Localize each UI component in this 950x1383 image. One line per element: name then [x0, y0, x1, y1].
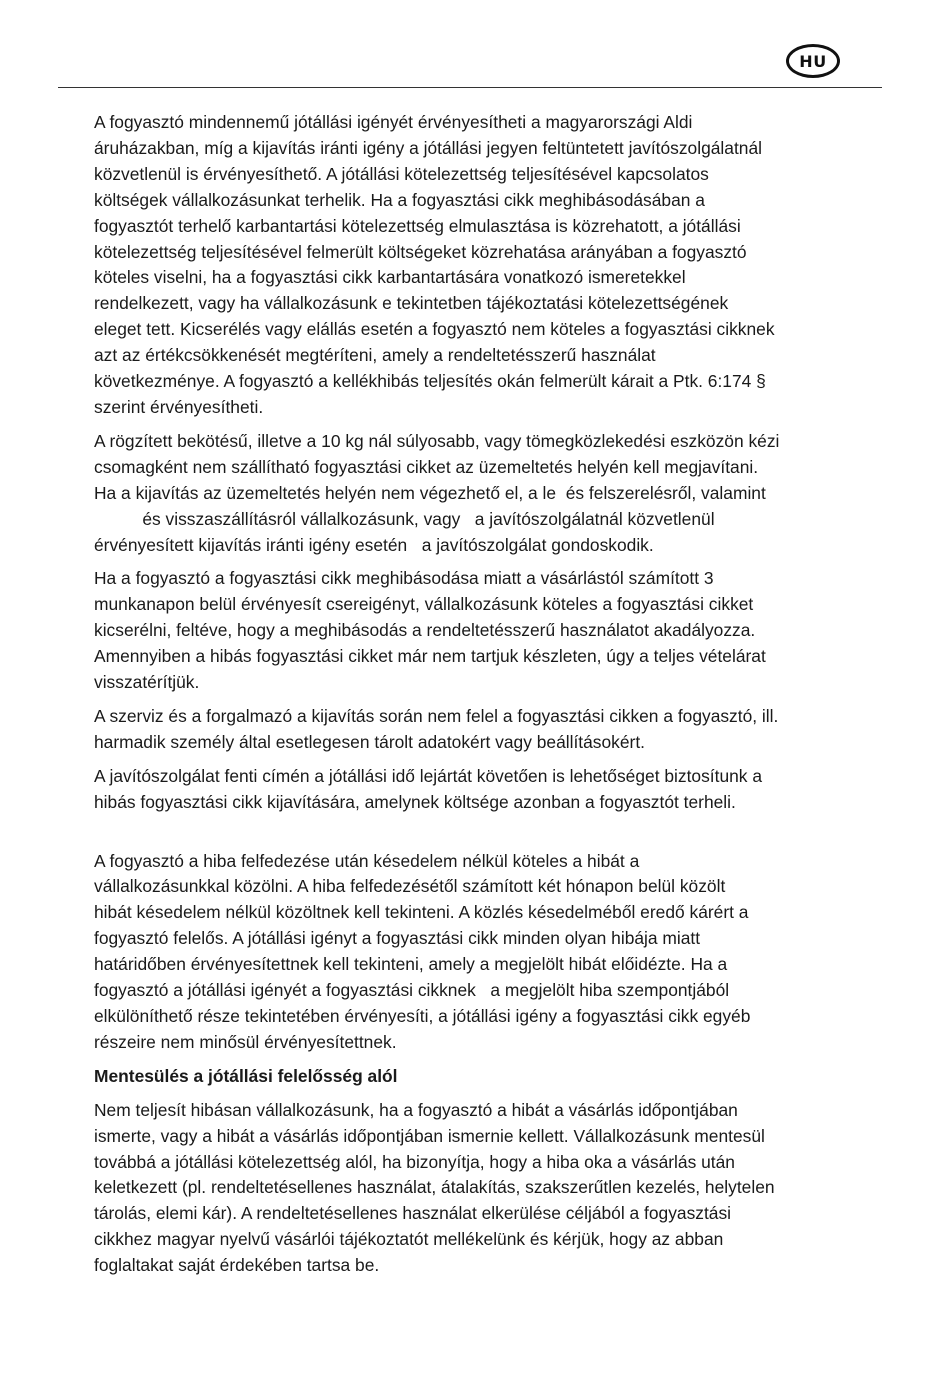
- paragraph-6: [94, 849, 864, 1056]
- text-line: és visszaszállításról vállalkozásunk, vagy a javítószolgálatnál közvetlenül: [94, 508, 715, 529]
- text-line: vállalkozásunkkal közölni. A hiba felfedezésétől számított két hónapon belül közölt: [94, 876, 726, 897]
- text-line: köteles viselni, ha a fogyasztási cikk karbantartására vonatkozó ismeretekkel: [94, 267, 686, 288]
- text-line: hibát késedelem nélkül közöltnek kell tekinteni. A közlés késedelméből eredő kárért a: [94, 902, 749, 923]
- text-line: ismerte, vagy a hibát a vásárlás időpontjában ismernie kellett. Vállalkozásunk mentesül: [94, 1125, 765, 1146]
- text-line: munkanapon belül érvényesít csereigényt, vállalkozásunk köteles a fogyasztási cikket: [94, 594, 754, 615]
- paragraph-spacer: [94, 558, 864, 566]
- text-line: Ha a fogyasztó a fogyasztási cikk meghibásodása miatt a vásárlástól számított 3: [94, 568, 714, 589]
- text-line: fogyasztó a jótállási igényét a fogyasztási cikknek a megjelölt hiba szempontjából: [94, 980, 730, 1001]
- text-line: eleget tett. Kicserélés vagy elállás esetén a fogyasztó nem köteles a fogyasztási cikknek: [94, 319, 775, 340]
- paragraph-4: [94, 704, 864, 756]
- text-line: érvényesített kijavítás iránti igény esetén a javítószolgálat gondoskodik.: [94, 534, 654, 555]
- text-line: keletkezett (pl. rendeltetésellenes használat, átalakítás, szakszerűtlen kezelés, helytelen: [94, 1177, 775, 1198]
- text-line: A rögzített bekötésű, illetve a 10 kg nál súlyosabb, vagy tömegközlekedési eszközön kézi: [94, 430, 780, 451]
- text-line: A fogyasztó mindennemű jótállási igényét érvényesítheti a magyarországi Aldi: [94, 112, 693, 132]
- paragraph-5: [94, 764, 864, 816]
- text-line: határidőben érvényesítettnek kell tekinteni, amely a megjelölt hibát előidézte. Ha a: [94, 954, 728, 975]
- text-line: Nem teljesít hibásan vállalkozásunk, ha a fogyasztó a hibát a vásárlás időpontjában: [94, 1099, 738, 1120]
- text-line: Amennyiben a hibás fogyasztási cikket már nem tartjuk készleten, úgy a teljes vételárat: [94, 646, 766, 667]
- text-line: azt az értékcsökkenését megtéríteni, amely a rendeltetésszerű használat: [94, 345, 656, 366]
- text-line: rendelkezett, vagy ha vállalkozásunk e tekintetben tájékoztatási kötelezettségének: [94, 293, 729, 314]
- text-line: költségek vállalkozásunkat terhelik. Ha a fogyasztási cikk meghibásodásában a: [94, 189, 705, 210]
- paragraph-spacer: [94, 816, 864, 849]
- section-heading: Mentesülés a jótállási felelősség alól: [94, 1065, 398, 1086]
- paragraph-2: [94, 429, 864, 559]
- text-line: harmadik személy által esetlegesen tárolt adatokért vagy beállításokért.: [94, 731, 645, 752]
- paragraph-3: [94, 566, 864, 696]
- text-line: cikkhez magyar nyelvű vásárlói tájékoztatót mellékelünk és kérjük, hogy az abban: [94, 1229, 724, 1250]
- paragraph-spacer: [94, 1056, 864, 1064]
- text-line: A javítószolgálat fenti címén a jótállási idő lejártát követően is lehetőséget biztosítunk a: [94, 765, 762, 786]
- paragraph-spacer: [94, 756, 864, 764]
- text-line: szerint érvényesítheti.: [94, 396, 264, 417]
- text-line: részeire nem minősül érvényesítettnek.: [94, 1031, 397, 1052]
- text-line: továbbá a jótállási kötelezettség alól, ha bizonyítja, hogy a hiba oka a vásárlás után: [94, 1151, 735, 1172]
- text-line: A szerviz és a forgalmazó a kijavítás során nem felel a fogyasztási cikken a fogyasztó, ill.: [94, 705, 779, 726]
- text-line: elkülöníthető része tekintetében érvényesíti, a jótállási igény a fogyasztási cikk egyéb: [94, 1006, 751, 1026]
- text-line: A fogyasztó a hiba felfedezése után késedelem nélkül köteles a hibát a: [94, 850, 640, 871]
- text-line: foglaltakat saját érdekében tartsa be.: [94, 1255, 380, 1276]
- text-line: kicserélni, feltéve, hogy a meghibásodás a rendeltetésszerű használatot akadályozza.: [94, 620, 756, 641]
- paragraph-spacer: [94, 421, 864, 429]
- paragraph-1: [94, 110, 864, 421]
- text-line: tárolás, elemi kár). A rendeltetésellenes használat elkerülése céljából a fogyasztási: [94, 1203, 732, 1224]
- text-line: közvetlenül is érvényesíthető. A jótállási kötelezettség teljesítésével kapcsolatos: [94, 163, 709, 184]
- text-line: kötelezettség teljesítésével felmerült költségeket közrehatása arányában a fogyasztó: [94, 241, 747, 262]
- text-line: csomagként nem szállítható fogyasztási cikket az üzemeltetés helyén kell megjavítani.: [94, 456, 759, 477]
- document-body: [94, 110, 864, 1279]
- text-line: áruházakban, míg a kijavítás iránti igény a jótállási jegyen feltüntetett javítószolgálatnál: [94, 137, 762, 158]
- text-line: fogyasztót terhelő karbantartási kötelezettség elmulasztása is közrehatott, a jótállási: [94, 215, 741, 236]
- text-line: visszatérítjük.: [94, 672, 200, 693]
- text-line: hibás fogyasztási cikk kijavítására, amelynek költsége azonban a fogyasztót terheli.: [94, 791, 736, 812]
- text-line: fogyasztó felelős. A jótállási igényt a fogyasztási cikk minden olyan hibája miatt: [94, 928, 701, 949]
- paragraph-spacer: [94, 696, 864, 704]
- header-divider: [58, 87, 882, 88]
- paragraph-spacer: [94, 1090, 864, 1098]
- paragraph-8: [94, 1098, 864, 1279]
- language-badge: HU: [786, 44, 840, 78]
- text-line: következménye. A fogyasztó a kellékhibás teljesítés okán felmerült kárait a Ptk. 6:174 §: [94, 371, 766, 392]
- text-line: Ha a kijavítás az üzemeltetés helyén nem végezhető el, a le és felszerelésről, valamint: [94, 482, 766, 503]
